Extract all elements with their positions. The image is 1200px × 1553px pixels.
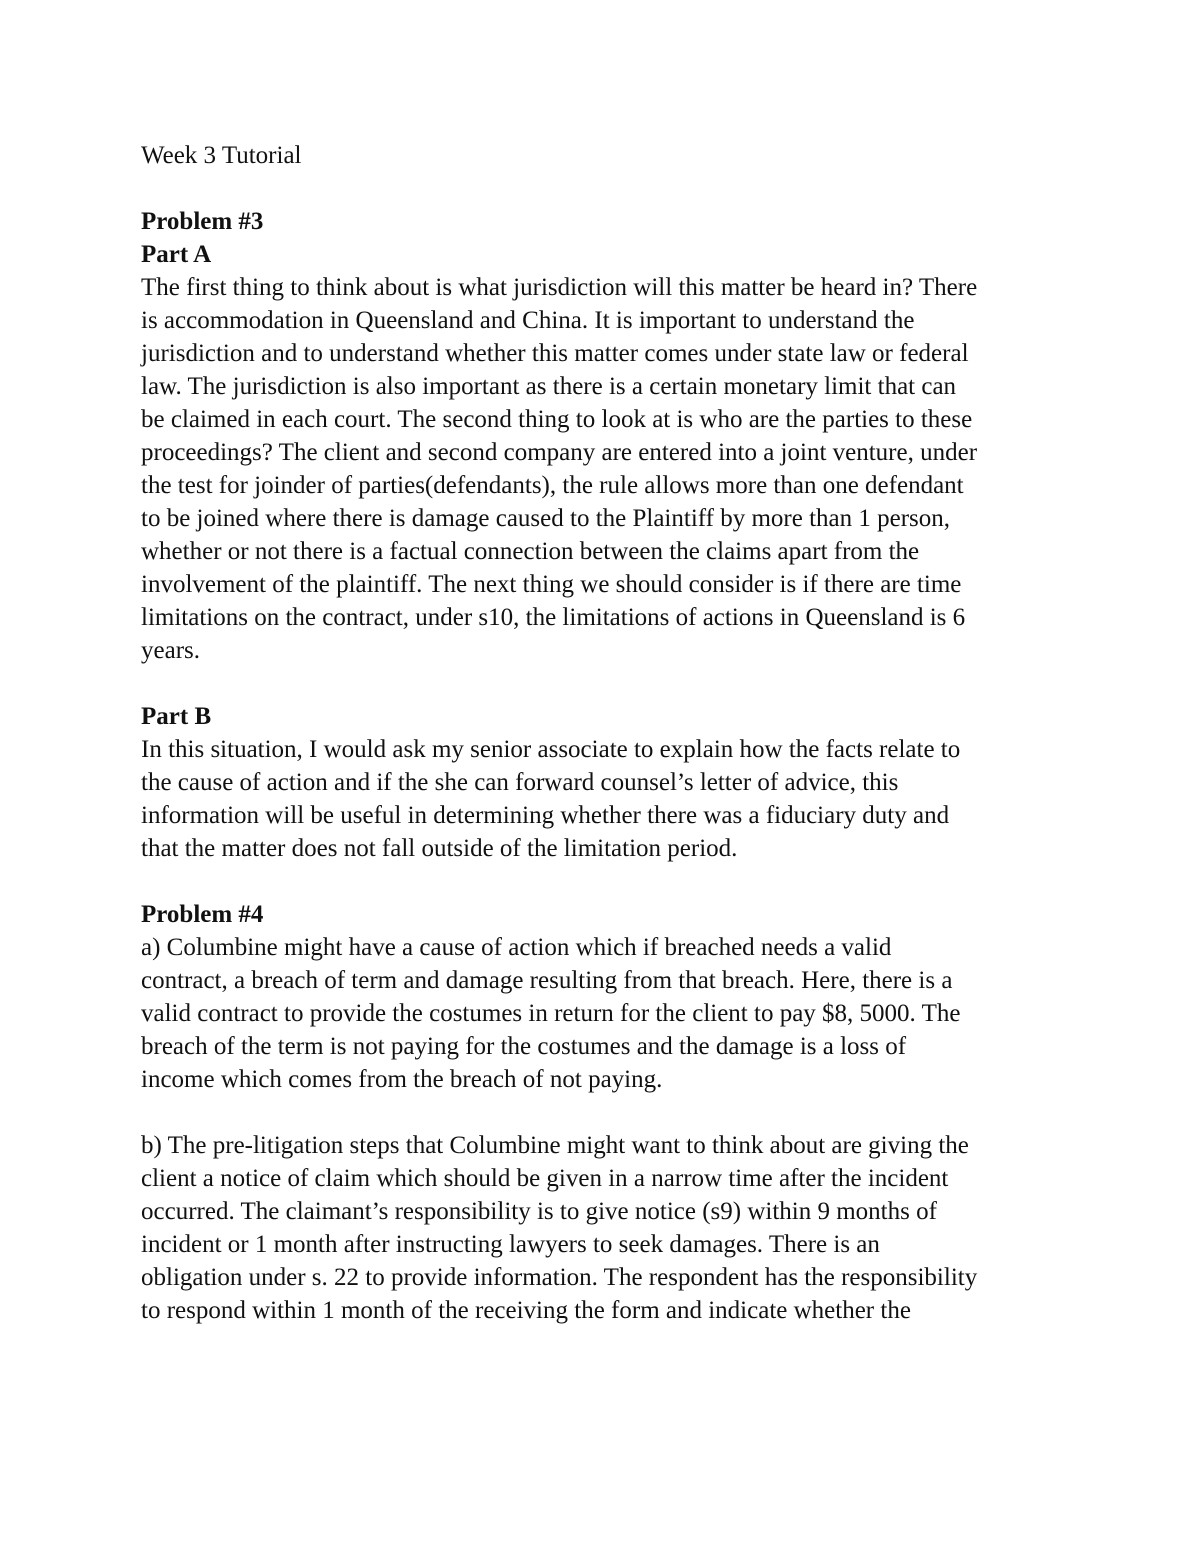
problem3-parta-heading: Part A	[141, 241, 212, 268]
paragraph-line: that the matter does not fall outside of the limitation period.	[141, 835, 738, 862]
document-body	[141, 139, 1071, 1327]
paragraph-line: years.	[141, 637, 200, 664]
paragraph-line: client a notice of claim which should be given in a narrow time after the incident	[141, 1165, 949, 1192]
spacer	[141, 1096, 1071, 1129]
paragraph-line: incident or 1 month after instructing lawyers to seek damages. There is an	[141, 1231, 880, 1258]
problem4-heading: Problem #4	[141, 901, 264, 928]
paragraph-line: is accommodation in Queensland and China. It is important to understand the	[141, 307, 915, 334]
problem3-partb-heading: Part B	[141, 703, 212, 730]
paragraph-line: jurisdiction and to understand whether this matter comes under state law or federal	[141, 340, 969, 367]
paragraph-line: law. The jurisdiction is also important as there is a certain monetary limit that can	[141, 373, 957, 400]
paragraph-line: breach of the term is not paying for the costumes and the damage is a loss of	[141, 1033, 907, 1060]
paragraph-line: contract, a breach of term and damage resulting from that breach. Here, there is a	[141, 967, 953, 994]
paragraph-line: b) The pre-litigation steps that Columbine might want to think about are giving the	[141, 1132, 969, 1159]
paragraph-line: the test for joinder of parties(defendants), the rule allows more than one defendant	[141, 472, 964, 499]
document-title: Week 3 Tutorial	[141, 142, 302, 169]
problem3-parta-paragraph	[141, 271, 1071, 667]
paragraph-line: In this situation, I would ask my senior associate to explain how the facts relate to	[141, 736, 961, 763]
paragraph-line: whether or not there is a factual connection between the claims apart from the	[141, 538, 920, 565]
paragraph-line: be claimed in each court. The second thing to look at is who are the parties to these	[141, 406, 973, 433]
problem4-parta-paragraph	[141, 931, 1071, 1096]
paragraph-line: occurred. The claimant’s responsibility is to give notice (s9) within 9 months of	[141, 1198, 937, 1225]
paragraph-line: The first thing to think about is what jurisdiction will this matter be heard in? There	[141, 274, 978, 301]
paragraph-line: involvement of the plaintiff. The next thing we should consider is if there are time	[141, 571, 962, 598]
paragraph-line: a) Columbine might have a cause of action which if breached needs a valid	[141, 934, 892, 961]
problem3-heading: Problem #3	[141, 208, 264, 235]
paragraph-line: information will be useful in determining whether there was a fiduciary duty and	[141, 802, 950, 829]
paragraph-line: limitations on the contract, under s10, the limitations of actions in Queensland is 6	[141, 604, 966, 631]
problem4-partb-paragraph	[141, 1129, 1071, 1327]
paragraph-line: proceedings? The client and second company are entered into a joint venture, under	[141, 439, 978, 466]
spacer	[141, 667, 1071, 700]
spacer	[141, 865, 1071, 898]
problem3-partb-paragraph	[141, 733, 1071, 865]
paragraph-line: obligation under s. 22 to provide information. The respondent has the responsibility	[141, 1264, 978, 1291]
paragraph-line: to be joined where there is damage caused to the Plaintiff by more than 1 person,	[141, 505, 951, 532]
spacer	[141, 172, 1071, 205]
paragraph-line: valid contract to provide the costumes in return for the client to pay $8, 5000. The	[141, 1000, 961, 1027]
paragraph-line: the cause of action and if the she can forward counsel’s letter of advice, this	[141, 769, 899, 796]
paragraph-line: income which comes from the breach of not paying.	[141, 1066, 663, 1093]
paragraph-line: to respond within 1 month of the receiving the form and indicate whether the	[141, 1297, 911, 1324]
